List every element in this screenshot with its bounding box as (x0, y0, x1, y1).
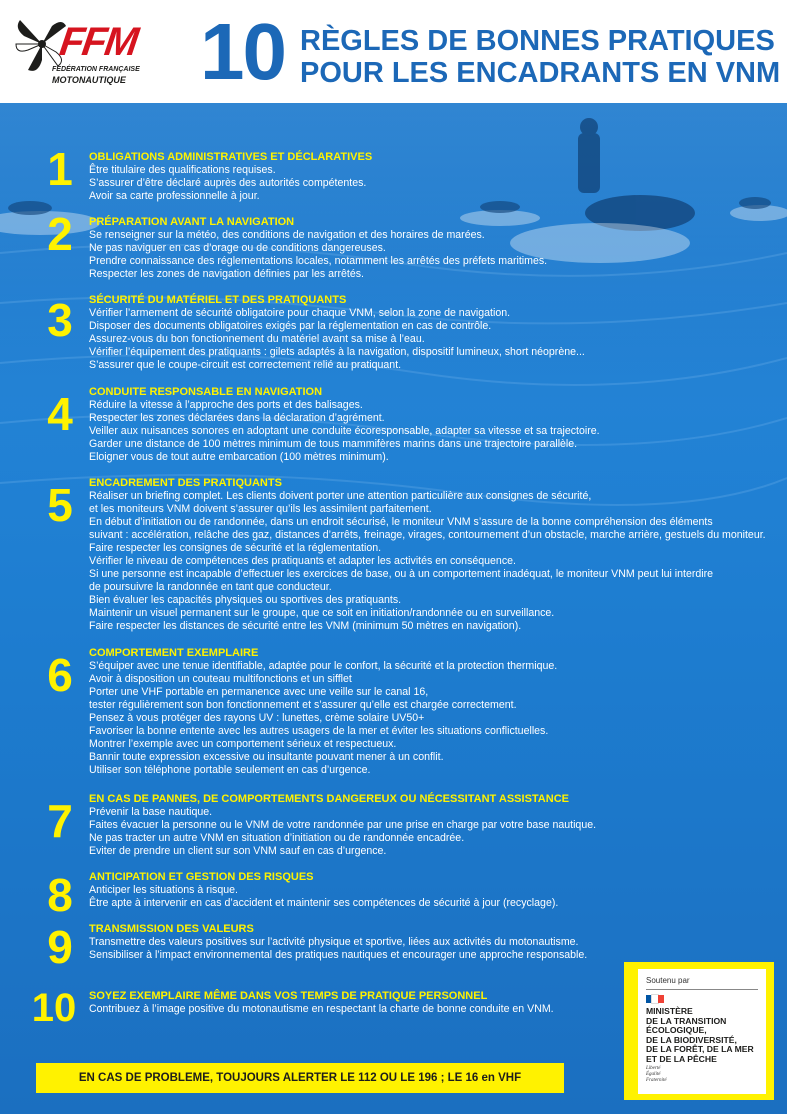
rule-line: Être titulaire des qualifications requises. (89, 164, 276, 176)
motto-line: Égalité (646, 1072, 661, 1077)
rule-line: Veiller aux nuisances sonores en adoptant une conduite écoresponsable, adapter sa vitesse et sa trajectoire. (89, 425, 600, 437)
rule-heading: EN CAS DE PANNES, DE COMPORTEMENTS DANGEREUX OU NÉCESSITANT ASSISTANCE (89, 793, 569, 805)
rule-number: 5 (47, 479, 73, 531)
rule-heading: PRÉPARATION AVANT LA NAVIGATION (89, 216, 295, 228)
rule-line: Vérifier le niveau de compétences des pratiquants et adapter les activités en conséquence. (89, 555, 516, 567)
ministry-logo-block (638, 969, 766, 1094)
rule-number: 3 (47, 294, 73, 346)
rule-line: En début d’initiation ou de randonnée, dans un endroit sécurisé, le moniteur VNM s’assure de la bonne compréhension des éléments (89, 516, 713, 528)
rule-line: Ne pas tracter un autre VNM en situation d’initiation ou de randonnée encadrée. (89, 832, 465, 844)
rule-line: Faire respecter les consignes de sécurité et la réglementation. (89, 542, 382, 554)
rule-line: Avoir sa carte professionnelle à jour. (89, 190, 260, 202)
rule-line: Eloigner vous de tout autre embarcation (100 mètres minimum). (89, 451, 389, 463)
rule-line: Vérifier l’armement de sécurité obligatoire pour chaque VNM, selon la zone de navigation. (89, 307, 511, 319)
rule-line: Utiliser son téléphone portable seulement en cas d’urgence. (89, 764, 371, 776)
ministry-name-line: DE LA TRANSITION (646, 1015, 727, 1026)
logo-subline-2: MOTONAUTIQUE (52, 75, 126, 85)
rule-line: Porter une VHF portable en permanence avec une veille sur le canal 16, (89, 686, 429, 698)
rule-line: Assurez-vous du bon fonctionnement du matériel avant sa mise à l’eau. (89, 333, 425, 345)
rule-line: Bien évaluer les capacités physiques ou sportives des pratiquants. (89, 594, 402, 606)
rule-heading: SOYEZ EXEMPLAIRE MÊME DANS VOS TEMPS DE PRATIQUE PERSONNEL (89, 990, 488, 1002)
supported-by-label: Soutenu par (646, 976, 690, 985)
rule-line: Pensez à vous protéger des rayons UV : lunettes, crème solaire UV50+ (89, 712, 425, 724)
header (0, 0, 787, 103)
rule-line: S’équiper avec une tenue identifiable, adaptée pour le confort, la sécurité et la protection thermique. (89, 660, 558, 672)
ministry-name-line: DE LA FORÊT, DE LA MER (646, 1044, 754, 1054)
rule-line: Bannir toute expression excessive ou insultante pouvant mener à un conflit. (89, 751, 444, 763)
rule-line: Respecter les zones déclarées dans la déclaration d’agrément. (89, 412, 385, 424)
ministry-name-line: ÉCOLOGIQUE, (646, 1025, 707, 1035)
rule-body (89, 490, 766, 633)
rule-heading: SÉCURITÉ DU MATÉRIEL ET DES PRATIQUANTS (89, 294, 347, 306)
rule-line: de poursuivre la randonnée en tant que conducteur. (89, 581, 332, 593)
rule-body (89, 164, 366, 203)
rule-line: Transmettre des valeurs positives sur l’activité physique et sportive, liées aux activités du motonautisme. (89, 936, 579, 948)
rule-body (89, 936, 587, 962)
rule-number: 7 (47, 795, 73, 847)
rule-heading: TRANSMISSION DES VALEURS (89, 923, 254, 935)
rule-number: 2 (47, 208, 73, 260)
title-line-1: RÈGLES DE BONNES PRATIQUES (300, 25, 775, 57)
rule-line: Faites évacuer la personne ou le VNM de votre randonnée par une prise en charge par votre base nautique. (89, 819, 597, 831)
ministry-name-line: ET DE LA PÊCHE (646, 1053, 717, 1064)
logo-text: FFM (56, 20, 140, 64)
rule-line: S’assurer que le coupe-circuit est correctement relié au pratiquant. (89, 359, 402, 371)
rule-heading: CONDUITE RESPONSABLE EN NAVIGATION (89, 386, 323, 398)
rule-line: Garder une distance de 100 mètres minimum de tous mammifères marins dans une trajectoire parallèle. (89, 438, 578, 450)
rule-line: Anticiper les situations à risque. (89, 884, 238, 896)
ministry-name-line: MINISTÈRE (646, 1006, 693, 1016)
rule-line: Maintenir un visuel permanent sur le groupe, que ce soit en initiation/randonnée ou en surveillance. (89, 607, 555, 619)
page-title (300, 25, 780, 89)
rule-line: Ne pas naviguer en cas d’orage ou de conditions dangereuses. (89, 242, 386, 254)
rule-heading: OBLIGATIONS ADMINISTRATIVES ET DÉCLARATIVES (89, 151, 373, 163)
rule-line: Faire respecter les distances de sécurité entre les VNM (minimum 50 mètres en navigation). (89, 620, 522, 632)
rule-heading: COMPORTEMENT EXEMPLAIRE (89, 647, 259, 659)
ffm-logo (12, 14, 162, 86)
rule-number: 8 (47, 869, 73, 921)
rule-line: Disposer des documents obligatoires exigés par la réglementation en cas de contrôle. (89, 320, 492, 332)
french-flag-icon (646, 995, 664, 1003)
rule-line: Vérifier l’équipement des pratiquants : gilets adaptés à la navigation, dispositif lumineux, short néoprène... (89, 346, 585, 358)
rule-line: Réaliser un briefing complet. Les clients doivent porter une attention particulière aux consignes de sécurité, (89, 490, 592, 502)
rule-heading: ENCADREMENT DES PRATIQUANTS (89, 477, 282, 489)
rule-line: S’assurer d’être déclaré auprès des autorités compétentes. (89, 177, 367, 189)
rule-body (89, 399, 600, 464)
divider (646, 989, 758, 990)
big-number: 10 (200, 7, 285, 96)
rule-line: Eviter de prendre un client sur son VNM sauf en cas d’urgence. (89, 845, 387, 857)
rule-body (89, 806, 596, 858)
rule-line: Sensibiliser à l’impact environnemental des pratiques nautiques et encourager une approche responsable. (89, 949, 588, 961)
rule-line: Prendre connaissance des réglementations locales, notamment les arrêtés des préfets maritimes. (89, 255, 548, 267)
rule-line: Si une personne est incapable d’effectuer les exercices de base, ou à un comportement inadéquat, le moniteur VNM peut lui interdire (89, 568, 714, 580)
emergency-banner (36, 1063, 564, 1093)
rule-line: Contribuez à l’image positive du motonautisme en respectant la charte de bonne conduite en VNM. (89, 1003, 554, 1015)
ministry-name (646, 1007, 754, 1064)
title-line-2: POUR LES ENCADRANTS EN VNM (300, 57, 781, 89)
rule-number: 9 (47, 921, 73, 973)
rule-body (89, 307, 585, 372)
rule-line: Favoriser la bonne entente avec les autres usagers de la mer et éviter les situations conflictuelles. (89, 725, 549, 737)
republic-motto (646, 1066, 667, 1084)
rule-heading: ANTICIPATION ET GESTION DES RISQUES (89, 871, 314, 883)
rule-line: Montrer l’exemple avec un comportement sérieux et respectueux. (89, 738, 397, 750)
rule-line: Prévenir la base nautique. (89, 806, 213, 818)
motto-line: Liberté (646, 1066, 661, 1071)
rule-body (89, 1003, 554, 1016)
rule-number: 6 (47, 649, 73, 701)
rule-line: Respecter les zones de navigation définies par les arrêtés. (89, 268, 365, 280)
rule-line: Être apte à intervenir en cas d’accident et maintenir ses compétences de sécurité à jour (recyclage). (89, 897, 559, 909)
motto-line: Fraternité (646, 1078, 667, 1083)
rule-line: suivant : accélération, relâche des gaz, distances d’arrêts, freinage, virages, contournement d’un obstacle, marche arrière, gestuels du moniteur. (89, 529, 766, 541)
rule-line: Avoir à disposition un couteau multifonctions et un sifflet (89, 673, 352, 685)
rule-body (89, 884, 558, 910)
rule-number: 1 (47, 143, 73, 195)
ministry-name-line: DE LA BIODIVERSITÉ, (646, 1034, 737, 1045)
rule-body (89, 660, 557, 777)
rule-line: Se renseigner sur la météo, des conditions de navigation et des horaires de marées. (89, 229, 485, 241)
rule-line: tester régulièrement son bon fonctionnement et s’assurer qu’elle est chargée correctement. (89, 699, 517, 711)
emergency-text: EN CAS DE PROBLEME, TOUJOURS ALERTER LE 112 OU LE 196 ; LE 16 en VHF (78, 1072, 522, 1084)
rule-number: 4 (47, 388, 73, 440)
rule-line: et les moniteurs VNM doivent s’assurer qu’ils les assimilent parfaitement. (89, 503, 432, 515)
rule-number: 10 (31, 986, 77, 1030)
rule-body (89, 229, 547, 281)
logo-subline-1: FÉDÉRATION FRANÇAISE (52, 66, 140, 73)
rule-line: Réduire la vitesse à l’approche des ports et des balisages. (89, 399, 363, 411)
